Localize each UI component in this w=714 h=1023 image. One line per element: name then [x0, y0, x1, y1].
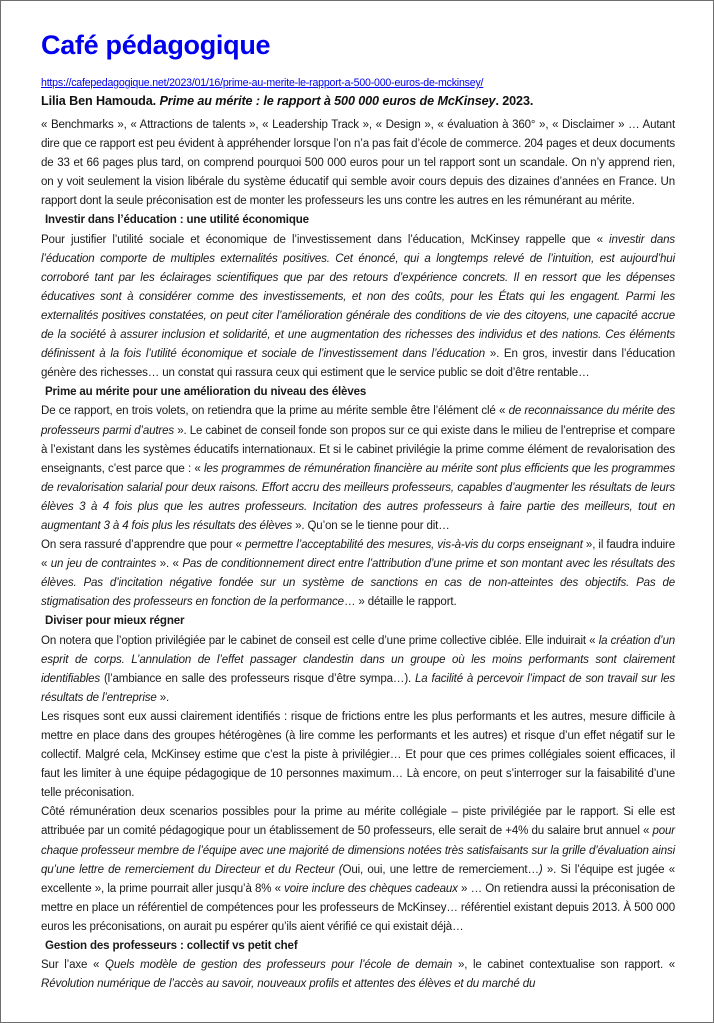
text-run: » … On retiendra aussi la préconisation de mettre en place un référentiel de compétences pour les professeurs de McKinsey… référentiel existant depuis 2013. À 500 000 euros les préconisations, on aurait pu espérer qu’ils aient vérifié ce qui existait déjà… [41, 882, 675, 933]
text-run: On notera que l’option privilégiée par le cabinet de conseil est celle d’une prime collective ciblée. Elle induirait « [41, 634, 599, 647]
text-run: ». Si l’équipe est jugée « excellente », la prime pourrait aller jusqu’à 8% « [41, 863, 675, 895]
article-body [41, 116, 675, 994]
quoted-text: pour chaque professeur membre de l’équipe avec une majorité de dimensions notées très satisfaisants sur la grille d’évaluation ainsi qu’une lettre de remerciement du Directeur et du Recteur ( [41, 825, 675, 876]
quoted-text: ) [538, 863, 543, 876]
paragraph [41, 956, 675, 994]
text-run: ». En gros, investir dans l’éducation génère des richesses… un constat qui rassura ceux qui estiment que le service public se doit d’être rentable… [41, 348, 676, 380]
paragraph [41, 231, 675, 384]
text-run: (l’ambiance en salle des professeurs risque d’être sympa…). [100, 672, 415, 685]
text-run: On sera rassuré d’apprendre que pour « [41, 539, 246, 552]
article-section [41, 937, 675, 994]
text-run: De ce rapport, en trois volets, on retiendra que la prime au mérite semble être l’élément clé « [41, 405, 509, 418]
source-link[interactable]: https://cafepedagogique.net/2023/01/16/prime-au-merite-le-rapport-a-500-000-euros-de-mckinsey/ [41, 77, 484, 89]
quoted-text: les programmes de rémunération financière au mérite sont plus efficients que les programmes de revalorisation salarial pour deux raisons. Effort accru des meilleurs professeurs, capables d’augmenter les résultats de leurs élèves 3 à 4 fois plus que les autres professeurs. Incitation des autres professeurs à faire partie des meilleurs, tout en augmentant 3 à 4 fois plus les résultats des élèves [41, 462, 675, 532]
section-heading: Investir dans l’éducation : une utilité économique [45, 214, 309, 227]
paragraph [41, 632, 675, 708]
quoted-text: voire inclure des chèques cadeaux [284, 882, 458, 895]
text-run: », il faudra induire « [41, 539, 675, 571]
text-run: ». Le cabinet de conseil fonde son propos sur ce qui existe dans le milieu de l’entreprise et compare à l’existant dans les systèmes éducatifs internationaux. Et si le cabinet privilégie la prime comme élément de revalorisation des enseignants, c’est parce que : « [41, 424, 676, 475]
citation [41, 92, 675, 110]
text-run: Pour justifier l’utilité sociale et économique de l’investissement dans l’éducation, McKinsey rappelle que « [41, 233, 610, 246]
text-run: ». [156, 691, 170, 704]
text-run: ». « [156, 558, 183, 571]
quoted-text: un jeu de contraintes [50, 558, 157, 571]
section-heading: Prime au mérite pour une amélioration du niveau des élèves [45, 386, 367, 399]
quoted-text: permettre l’acceptabilité des mesures, vis-à-vis du corps enseignant [245, 539, 583, 552]
quoted-text: de reconnaissance du mérite des professeurs parmi d’autres [41, 405, 675, 437]
quoted-text: La facilité à percevoir l’impact de son travail sur les résultats de l’entreprise [41, 672, 676, 704]
citation-work-title: Prime au mérite : le rapport à 500 000 euros de McKinsey [159, 94, 496, 108]
section-heading: Diviser pour mieux régner [45, 615, 185, 628]
text-run: Côté rémunération deux scenarios possibles pour la prime au mérite collégiale – piste privilégiée par le rapport. Si elle est attribuée par un comité pédagogique pour un établissement de 50 professeurs, elle serait de +4% du salaire brut annuel « [41, 806, 675, 838]
quoted-text: Révolution numérique de l’accès au savoir, nouveaux profils et attentes des élèves et du marché du [41, 978, 536, 991]
text-run: Sur l’axe « [41, 959, 105, 972]
text-run: Oui, oui, une lettre de remerciement… [342, 863, 539, 876]
section-heading: Gestion des professeurs : collectif vs petit chef [45, 940, 298, 953]
document-content [41, 28, 675, 994]
text-run: « Benchmarks », « Attractions de talents », « Leadership Track », « Design », « évaluation à 360° », « Disclaimer » … Autant dire que ce rapport est peu évident à appréhender lorsque l’on n’a pas fait d’école de commerce. 204 pages et deux documents de 33 et 66 pages plus tard, on comprend pourquoi 500 000 euros pour un tel rapport sont un scandale. On n’y apprend rien, on y voit seulement la vision libérale du système éducatif qui semble avoir cours depuis des dizaines d’années en France. Un rapport dont la seule préconisation est de monter les professeurs les uns contre les autres en les rémunérant au mérite. [41, 119, 675, 208]
text-run: », le cabinet contextualise son rapport. « [452, 959, 675, 972]
paragraph [41, 116, 675, 211]
quoted-text: la création d’un esprit de corps. L’annulation de l’effet passager clandestin dans un groupe où les moins performants sont clairement identifiables [41, 634, 675, 685]
text-run: … » détaille le rapport. [343, 596, 457, 609]
article-section [41, 116, 675, 211]
article-section [41, 211, 675, 383]
page-title: Café pédagogique [41, 30, 271, 60]
quoted-text: Quels modèle de gestion des professeurs pour l’école de demain [104, 959, 453, 972]
text-run: Les risques sont eux aussi clairement identifiés : risque de frictions entre les plus performants et les autres, mesure difficile à mettre en place dans des groupes hétérogènes (à lire comme les performants et les autres) et risque d’un effet négatif sur le collectif. Malgré cela, McKinsey estime que c’est la piste à privilégier… Et pour que ces primes collégiales soient efficaces, il faut les limiter à une équipe pédagogique de 10 personnes maximum… Là encore, on peut s’interroger sur la faisabilité d’une telle préconisation. [41, 710, 675, 800]
paragraph [41, 803, 675, 937]
citation-year: . 2023. [495, 94, 534, 108]
quoted-text: investir dans l’éducation comporte de multiples externalités positives. Cet énoncé, qui a longtemps relevé de l’intuition, est aujourd’hui corroboré tant par les éclairages scientifiques que par des retours d’expérience concrets. Il en ressort que les dépenses éducatives sont à considérer comme des investissements, et non des coûts, pour les États qui les engagent. Parmi les externalités positives constatées, on peut citer l’amélioration générale des conditions de vie des citoyens, une capacité accrue de la société à assurer inclusion et solidarité, et une augmentation des richesses des individus et des nations. Ces éléments définissent à la fois l’utilité économique et sociale de l’investissement dans l’éducation [41, 233, 675, 361]
article-section [41, 612, 675, 937]
article-section [41, 383, 675, 612]
paragraph [41, 708, 675, 803]
citation-author: Lilia Ben Hamouda. [41, 94, 160, 108]
paragraph [41, 536, 675, 612]
paragraph [41, 402, 675, 536]
quoted-text: Pas de conditionnement direct entre l’attribution d’une prime et son montant avec les résultats des élèves. Pas d’incitation négative fondée sur un système de sanctions en cas de non-atteintes des objectifs. Pas de stigmatisation des professeurs en fonction de la performance [41, 558, 675, 609]
text-run: ». Qu’on se le tienne pour dit… [292, 519, 450, 532]
